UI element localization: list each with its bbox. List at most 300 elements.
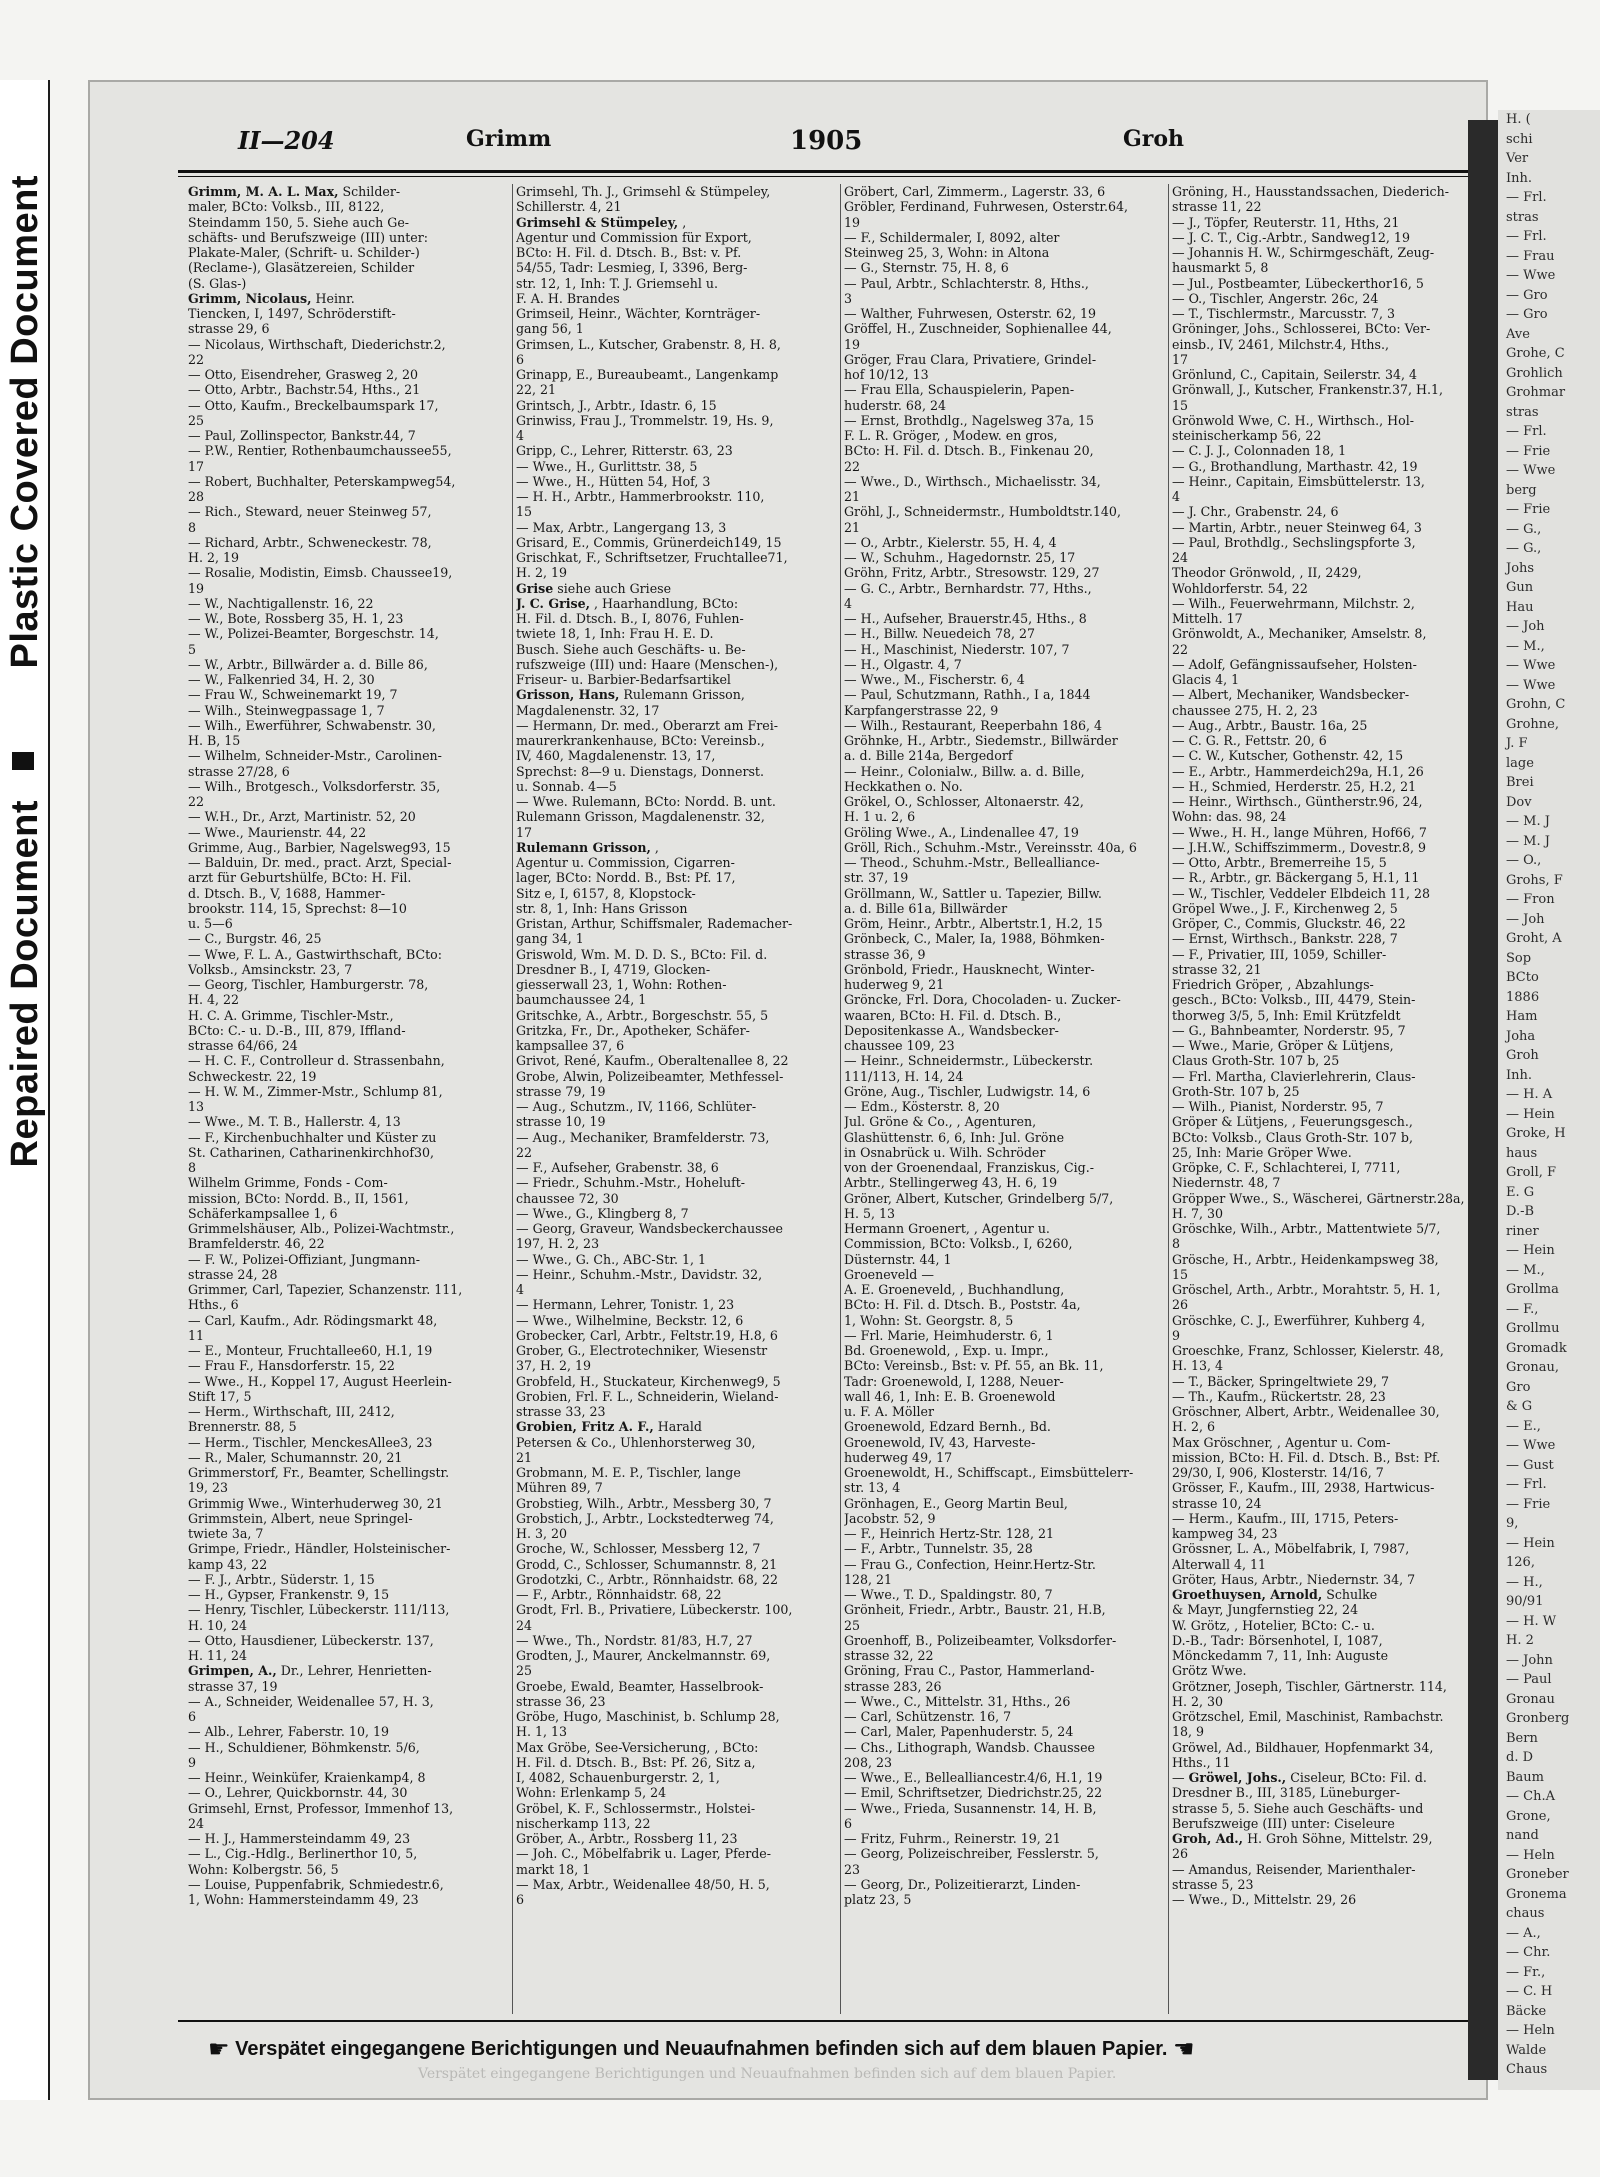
next-page-fragment: Groke, H: [1506, 1126, 1566, 1141]
directory-entry: — C. G. R., Fettstr. 20, 6: [1172, 733, 1327, 748]
directory-entry: — J.H.W., Schiffszimmerm., Dovestr.8, 9: [1172, 839, 1427, 855]
directory-entry: Gröning, Frau C., Pastor, Hammerland-: [844, 1663, 1095, 1679]
next-page-fragment: schi: [1506, 131, 1533, 147]
directory-entry: Gröffel, H., Zuschneider, Sophienallee 44,: [844, 321, 1112, 337]
directory-entry: kamp 43, 22: [188, 1556, 268, 1572]
directory-entry: strasse 79, 19: [516, 1083, 606, 1099]
column-4: [1172, 184, 1492, 2014]
directory-entry: — H., Schuldiener, Böhmkenstr. 5/6,: [188, 1739, 420, 1755]
directory-entry: Magdalenenstr. 32, 17: [516, 702, 660, 718]
directory-entry: 19: [188, 580, 205, 596]
directory-entry: 26: [1172, 1297, 1189, 1313]
directory-entry: kampsallee 37, 6: [516, 1038, 625, 1053]
directory-entry: Karpfangerstrasse 22, 9: [844, 702, 999, 718]
directory-entry: Schäferkampsallee 1, 6: [188, 1205, 338, 1221]
next-page-fragment: Grohn, C: [1506, 697, 1566, 712]
next-page-fragment: & G: [1506, 1399, 1533, 1414]
directory-entry: str. 12, 1, Inh: T. J. Griemsehl u.: [516, 275, 718, 291]
next-page-fragment: — Frie: [1506, 502, 1551, 517]
directory-entry: — Herm., Wirthschaft, III, 2412,: [188, 1404, 395, 1419]
directory-entry: twiete 18, 1, Inh: Frau H. E. D.: [516, 626, 714, 642]
side-label-strip: [0, 80, 50, 2100]
next-page-fragment: — H. A: [1506, 1087, 1553, 1102]
directory-entry: — Wilh., Steinwegpassage 1, 7: [188, 702, 385, 718]
directory-entry: — Robert, Buchhalter, Peterskampweg54,: [188, 473, 456, 489]
directory-entry: — Rosalie, Modistin, Eimsb. Chaussee19,: [188, 565, 453, 581]
directory-entry: Grobien, Fritz A. F., Harald: [516, 1419, 702, 1435]
directory-entry: — Heinr., Weinküfer, Kraienkamp4, 8: [188, 1770, 426, 1785]
directory-entry: Grisson, Hans, Rulemann Grisson,: [516, 687, 745, 703]
directory-entry: mission, BCto: H. Fil. d. Dtsch. B., Bst: Pf.: [1172, 1449, 1441, 1465]
next-page-fragment: — Frl.: [1506, 424, 1547, 439]
directory-entry: — Otto, Arbtr., Bremerreihe 15, 5: [1172, 855, 1387, 870]
next-page-fragment: nand: [1506, 1828, 1539, 1843]
next-page-fragment: Gun: [1506, 580, 1534, 595]
directory-entry: 4: [516, 428, 525, 443]
directory-entry: — Wwe., Marie, Gröper & Lütjens,: [1172, 1038, 1394, 1053]
directory-entry: maurerkrankenhause, BCto: Vereinsb.,: [516, 733, 765, 748]
next-page-fragment: — Wwe: [1506, 1438, 1556, 1453]
directory-entry: H. 2, 30: [1172, 1693, 1224, 1709]
next-page-fragment: haus: [1506, 1145, 1538, 1161]
directory-entry: huderweg 9, 21: [844, 977, 945, 992]
directory-entry: Gröbe, Hugo, Maschinist, b. Schlump 28,: [516, 1709, 780, 1724]
directory-entry: Grobstich, J., Arbtr., Lockstedterweg 74,: [516, 1510, 774, 1526]
directory-entry: — Georg, Graveur, Wandsbeckerchaussee: [516, 1221, 783, 1236]
directory-entry: Gröm, Heinr., Arbtr., Albertstr.1, H.2, 15: [844, 916, 1103, 931]
directory-entry: Gröhn, Fritz, Arbtr., Stresowstr. 129, 27: [844, 565, 1100, 581]
next-page-fragment: Brei: [1506, 775, 1534, 790]
directory-entry: — G., Brothandlung, Marthastr. 42, 19: [1172, 458, 1418, 474]
column-divider: [1168, 184, 1169, 2014]
next-page-fragment: H. 2: [1506, 1633, 1534, 1648]
directory-entry: twiete 3a, 7: [188, 1526, 264, 1541]
directory-entry: Jacobstr. 52, 9: [844, 1510, 936, 1526]
directory-entry: 22: [188, 351, 205, 367]
directory-entry: Grimmig Wwe., Winterhuderweg 30, 21: [188, 1495, 443, 1511]
directory-entry: — Wilh., Brotgesch., Volksdorferstr. 35,: [188, 778, 441, 794]
next-page-fragment: Grohne,: [1506, 716, 1559, 732]
directory-entry: 9: [1172, 1327, 1181, 1343]
directory-entry: Schweckestr. 22, 19: [188, 1068, 317, 1084]
directory-entry: Arbtr., Stellingerweg 43, H. 6, 19: [844, 1175, 1058, 1191]
directory-entry: 19: [844, 336, 861, 352]
directory-entry: Gröschke, C. J., Ewerführer, Kuhberg 4,: [1172, 1312, 1426, 1328]
directory-entry: von der Groenendaal, Franziskus, Cig.-: [844, 1160, 1094, 1175]
directory-entry: — Wwe., Frieda, Susannenstr. 14, H. B,: [844, 1800, 1097, 1816]
next-page-fragment: D.-B: [1506, 1204, 1535, 1219]
next-page-fragment: — Wwe: [1506, 463, 1556, 478]
next-page-fragment: Baum: [1506, 1769, 1545, 1785]
directory-entry: — Carl, Maler, Papenhuderstr. 5, 24: [844, 1724, 1074, 1740]
next-page-fragment: Chaus: [1506, 2062, 1548, 2077]
directory-entry: strasse 5, 5. Siehe auch Geschäfts- und: [1172, 1800, 1424, 1816]
directory-entry: Gröschner, Albert, Arbtr., Weidenallee 30,: [1172, 1404, 1440, 1419]
directory-entry: Grössner, L. A., Möbelfabrik, I, 7987,: [1172, 1541, 1410, 1557]
directory-entry: Grökel, O., Schlosser, Altonaerstr. 42,: [844, 794, 1084, 809]
directory-entry: 197, H. 2, 23: [516, 1236, 600, 1252]
directory-entry: Wohn: Kolbergstr. 56, 5: [188, 1861, 339, 1877]
directory-entry: — Balduin, Dr. med., pract. Arzt, Special-: [188, 855, 452, 870]
directory-entry: 4: [1172, 489, 1181, 504]
next-page-fragment: 1886: [1506, 989, 1540, 1005]
directory-entry: Grober, G., Electrotechniker, Wiesenstr: [516, 1343, 768, 1358]
directory-entry: — W., Polizei-Beamter, Borgeschstr. 14,: [188, 626, 439, 642]
directory-entry: — Henry, Tischler, Lübeckerstr. 111/113,: [188, 1602, 450, 1618]
directory-entry: — C. J. J., Colonnaden 18, 1: [1172, 443, 1347, 459]
directory-entry: — Wwe., D., Mittelstr. 29, 26: [1172, 1892, 1357, 1907]
directory-entry: 8: [1172, 1236, 1181, 1252]
directory-entry: lager, BCto: Nordd. B., Bst: Pf. 17,: [516, 870, 736, 886]
next-page-fragment: Bern: [1506, 1730, 1538, 1746]
next-page-fragment: Gromadk: [1506, 1340, 1567, 1356]
directory-entry: strasse 36, 23: [516, 1693, 606, 1709]
next-page-fragment: Ham: [1506, 1009, 1538, 1024]
directory-entry: — Otto, Kaufm., Breckelbaumspark 17,: [188, 397, 439, 413]
next-page-fragment: — G.,: [1506, 521, 1542, 537]
directory-entry: BCto: Vereinsb., Bst: v. Pf. 55, an Bk. 11,: [844, 1358, 1104, 1374]
directory-entry: — Wilh., Ewerführer, Schwabenstr. 30,: [188, 717, 436, 733]
directory-entry: — H., Aufseher, Brauerstr.45, Hths., 8: [844, 611, 1087, 626]
directory-entry: 6: [188, 1709, 197, 1724]
directory-entry: 24: [1172, 550, 1189, 565]
directory-entry: 25: [516, 1663, 533, 1679]
directory-entry: — Louise, Puppenfabrik, Schmiedestr.6,: [188, 1876, 444, 1892]
directory-entry: Groth-Str. 107 b, 25: [1172, 1083, 1300, 1099]
directory-entry: I, 4082, Schauenburgerstr. 2, 1,: [516, 1770, 720, 1785]
directory-entry: — Gröwel, Johs., Ciseleur, BCto: Fil. d.: [1172, 1770, 1427, 1785]
directory-entry: 25, Inh: Marie Gröper Wwe.: [1172, 1144, 1352, 1160]
directory-entry: Gröninger, Johs., Schlosserei, BCto: Ver-: [1172, 321, 1431, 337]
next-page-fragment: 90/91: [1506, 1594, 1544, 1609]
directory-entry: — H., Olgastr. 4, 7: [844, 656, 962, 672]
directory-entry: Gröll, Rich., Schuhm.-Mstr., Vereinsstr. 40a, 6: [844, 839, 1137, 855]
directory-entry: — Wwe., C., Mittelstr. 31, Hths., 26: [844, 1693, 1071, 1709]
next-page-fragment: — Chr.: [1506, 1945, 1551, 1960]
directory-entry: Mönckedamm 7, 11, Inh: Auguste: [1172, 1648, 1389, 1663]
directory-entry: einsb., IV, 2461, Milchstr.4, Hths.,: [1172, 336, 1389, 352]
directory-entry: Bd. Groenewold, , Exp. u. Impr.,: [844, 1343, 1049, 1358]
directory-entry: — Wwe., Wilhelmine, Beckstr. 12, 6: [516, 1312, 744, 1328]
directory-entry: Brennerstr. 88, 5: [188, 1419, 297, 1435]
directory-entry: Gröling Wwe., A., Lindenallee 47, 19: [844, 824, 1079, 840]
directory-entry: strasse 32, 22: [844, 1648, 934, 1663]
side-label-repaired: Repaired Document: [4, 800, 46, 1168]
next-page-fragment: 126,: [1506, 1555, 1535, 1570]
directory-entry: — O., Tischler, Angerstr. 26c, 24: [1172, 290, 1379, 306]
directory-entry: Groeneveld —: [844, 1266, 934, 1282]
directory-entry: — Georg, Dr., Polizeitierarzt, Linden-: [844, 1876, 1081, 1892]
directory-entry: Mühren 89, 7: [516, 1480, 603, 1496]
directory-entry: — Rich., Steward, neuer Steinweg 57,: [188, 504, 432, 520]
directory-entry: 15: [516, 504, 533, 520]
directory-entry: — Wwe., H., Koppel 17, August Heerlein-: [188, 1373, 452, 1389]
directory-entry: Grobfeld, H., Stuckateur, Kirchenweg9, 5: [516, 1373, 781, 1389]
directory-entry: — Wwe., E., Bellealliancestr.4/6, H.1, 19: [844, 1770, 1103, 1785]
next-page-fragment: — M. J: [1506, 814, 1550, 829]
directory-entry: 15: [1172, 1266, 1189, 1282]
directory-entry: 4: [516, 1282, 525, 1297]
directory-entry: Gröpel Wwe., J. F., Kirchenweg 2, 5: [1172, 900, 1398, 916]
directory-entry: Gripp, C., Lehrer, Ritterstr. 63, 23: [516, 443, 733, 459]
directory-entry: Groethuysen, Arnold, Schulke: [1172, 1587, 1378, 1602]
directory-entry: F. L. R. Gröger, , Modew. en gros,: [844, 428, 1058, 443]
directory-entry: & Mayr, Jungfernstieg 22, 24: [1172, 1602, 1359, 1618]
column-2: [516, 184, 836, 2014]
directory-entry: H. 2, 19: [516, 565, 568, 581]
directory-entry: Wohldorferstr. 54, 22: [1172, 580, 1308, 596]
directory-entry: waaren, BCto: H. Fil. d. Dtsch. B.,: [844, 1007, 1062, 1023]
directory-entry: steinischerkamp 56, 22: [1172, 428, 1322, 443]
directory-entry: 5: [188, 641, 197, 657]
directory-entry: — Wwe., G. Ch., ABC-Str. 1, 1: [516, 1251, 706, 1267]
directory-entry: — F., Schildermaler, I, 8092, alter: [844, 229, 1060, 245]
next-page-fragment: — Frl.: [1506, 229, 1547, 244]
next-page-fragment: — Hein: [1506, 1106, 1555, 1122]
directory-entry: 25: [188, 412, 205, 428]
directory-entry: strasse 37, 19: [188, 1678, 278, 1694]
directory-entry: — A., Schneider, Weidenallee 57, H. 3,: [188, 1693, 434, 1709]
directory-entry: — W., Tischler, Veddeler Elbdeich 11, 28: [1172, 885, 1431, 901]
directory-entry: — Frau Ella, Schauspielerin, Papen-: [844, 382, 1075, 398]
next-page-fragment: Johs: [1506, 560, 1535, 576]
directory-entry: — F., Arbtr., Tunnelstr. 35, 28: [844, 1541, 1033, 1557]
directory-entry: 26: [1172, 1846, 1189, 1862]
directory-entry: — Aug., Mechaniker, Bramfelderstr. 73,: [516, 1129, 770, 1145]
next-page-fragment: Gronau: [1506, 1691, 1555, 1707]
directory-entry: — Wwe., Th., Nordstr. 81/83, H.7, 27: [516, 1632, 753, 1648]
directory-entry: 1, Wohn: St. Georgstr. 8, 5: [844, 1312, 1014, 1328]
directory-entry: Steindamm 150, 5. Siehe auch Ge-: [188, 214, 410, 230]
notice-rule: [178, 2020, 1478, 2022]
next-page-fragment: Gronau,: [1506, 1360, 1560, 1375]
directory-entry: — F., Kirchenbuchhalter und Küster zu: [188, 1129, 437, 1145]
directory-entry: — Wwe., D., Wirthsch., Michaelisstr. 34,: [844, 473, 1101, 489]
next-page-fragment: Groht, A: [1506, 931, 1562, 946]
next-page-fragment: Walde: [1506, 2042, 1547, 2058]
directory-entry: Grobmann, M. E. P., Tischler, lange: [516, 1465, 741, 1480]
directory-entry: 11: [188, 1327, 205, 1343]
side-label-plastic-covered: Plastic Covered Document: [4, 175, 46, 669]
directory-entry: 22: [188, 794, 205, 809]
directory-entry: 24: [188, 1815, 205, 1831]
directory-entry: Rulemann Grisson, Magdalenenstr. 32,: [516, 809, 765, 825]
directory-entry: — H. W. M., Zimmer-Mstr., Schlump 81,: [188, 1083, 443, 1099]
directory-entry: — W., Schuhm., Hagedornstr. 25, 17: [844, 550, 1076, 565]
directory-entry: — F., Aufseher, Grabenstr. 38, 6: [516, 1160, 719, 1175]
directory-entry: H. Fil. d. Dtsch. B., Bst: Pf. 26, Sitz a,: [516, 1754, 756, 1770]
next-page-fragment: stras: [1506, 404, 1539, 420]
directory-entry: strasse 10, 24: [1172, 1495, 1262, 1511]
next-page-fragment: Groneber: [1506, 1867, 1569, 1882]
next-page-fragment: Hau: [1506, 599, 1534, 615]
directory-entry: — Adolf, Gefängnissaufseher, Holsten-: [1172, 656, 1417, 672]
directory-entry: Max Gröschner, , Agentur u. Com-: [1172, 1434, 1391, 1450]
next-page-fragment: — H.,: [1506, 1574, 1543, 1590]
directory-entry: 4: [844, 595, 853, 611]
directory-entry: mission, BCto: Nordd. B., II, 1561,: [188, 1190, 409, 1206]
directory-entry: Wilhelm Grimme, Fonds - Com-: [188, 1175, 388, 1191]
next-page-fragment: — H. W: [1506, 1613, 1557, 1629]
directory-entry: arzt für Geburtshülfe, BCto: H. Fil.: [188, 870, 412, 886]
pointing-hand-icon: ☛: [208, 2036, 230, 2063]
directory-entry: Gröbert, Carl, Zimmerm., Lagerstr. 33, 6: [844, 184, 1106, 199]
directory-entry: — Frau G., Confection, Heinr.Hertz-Str.: [844, 1556, 1096, 1572]
next-page-fragment: — Wwe: [1506, 677, 1556, 693]
directory-entry: a. d. Bille 61a, Billwärder: [844, 900, 1008, 916]
directory-entry: — Wwe., H. H., lange Mühren, Hof66, 7: [1172, 824, 1427, 840]
directory-entry: — Wwe. Rulemann, BCto: Nordd. B. unt.: [516, 794, 776, 809]
directory-entry: chaussee 109, 23: [844, 1038, 955, 1053]
directory-entry: 18, 9: [1172, 1724, 1205, 1740]
directory-entry: thorweg 3/5, 5, Inh: Emil Krützfeldt: [1172, 1007, 1401, 1023]
directory-entry: — Jul., Postbeamter, Lübeckerthor16, 5: [1172, 275, 1424, 291]
directory-entry: — Heinr., Capitain, Eimsbüttelerstr. 13,: [1172, 473, 1425, 489]
next-page-fragment: — Frl.: [1506, 190, 1547, 205]
directory-entry: gang 56, 1: [516, 321, 584, 337]
directory-entry: 22, 21: [516, 382, 557, 398]
directory-entry: Grönheit, Friedr., Arbtr., Baustr. 21, H.B,: [844, 1602, 1106, 1618]
directory-entry: — Richard, Arbtr., Schweneckestr. 78,: [188, 534, 432, 550]
directory-entry: — Frl. Marie, Heimhuderstr. 6, 1: [844, 1327, 1054, 1343]
next-page-fragment: — John: [1506, 1652, 1553, 1668]
directory-entry: — Otto, Hausdiener, Lübeckerstr. 137,: [188, 1632, 434, 1648]
directory-entry: — T., Tischlermstr., Marcusstr. 7, 3: [1172, 306, 1396, 321]
directory-entry: str. 13, 4: [844, 1480, 901, 1496]
directory-entry: — Aug., Schutzm., IV, 1166, Schlüter-: [516, 1099, 757, 1114]
directory-entry: H. 5, 13: [844, 1205, 896, 1221]
directory-entry: Gröber, A., Arbtr., Rossberg 11, 23: [516, 1831, 738, 1846]
directory-entry: — Walther, Fuhrwesen, Osterstr. 62, 19: [844, 306, 1097, 321]
directory-entry: gesch., BCto: Volksb., III, 4479, Stein-: [1172, 992, 1416, 1008]
directory-entry: Grötzschel, Emil, Maschinist, Rambachstr.: [1172, 1709, 1444, 1724]
directory-entry: 17: [516, 824, 533, 840]
directory-entry: Grintsch, J., Arbtr., Idastr. 6, 15: [516, 397, 717, 413]
directory-entry: strasse 29, 6: [188, 321, 270, 337]
directory-entry: 21: [844, 519, 861, 535]
directory-entry: u. F. A. Möller: [844, 1404, 935, 1419]
directory-entry: chaussee 275, H. 2, 23: [1172, 702, 1318, 718]
directory-entry: Berufszweige (III) unter: Ciseleure: [1172, 1815, 1395, 1831]
directory-entry: Grivot, René, Kaufm., Oberaltenallee 8, 22: [516, 1053, 789, 1069]
directory-entry: — H. C. F., Controlleur d. Strassenbahn,: [188, 1053, 445, 1069]
page-gutter-shadow: [1468, 120, 1498, 2080]
directory-entry: — G. C., Arbtr., Bernhardstr. 77, Hths.,: [844, 580, 1092, 596]
directory-entry: Grodten, J., Maurer, Anckelmannstr. 69,: [516, 1648, 771, 1663]
directory-entry: Grobecker, Carl, Arbtr., Feltstr.19, H.8, 6: [516, 1327, 778, 1343]
directory-entry: Gröger, Frau Clara, Privatiere, Grindel-: [844, 351, 1097, 367]
directory-entry: — Ernst, Wirthsch., Bankstr. 228, 7: [1172, 931, 1398, 947]
directory-entry: — W., Nachtigallenstr. 16, 22: [188, 595, 374, 611]
directory-entry: H. B, 15: [188, 733, 241, 748]
directory-entry: Gröllmann, W., Sattler u. Tapezier, Billw.: [844, 885, 1102, 901]
next-page-fragment: — M.,: [1506, 1262, 1545, 1278]
directory-entry: Grönbeck, C., Maler, Ia, 1988, Böhmken-: [844, 931, 1105, 947]
next-page-fragment: Dov: [1506, 794, 1532, 810]
directory-entry: Groenewold, IV, 43, Harveste-: [844, 1434, 1036, 1450]
directory-entry: Hermann Groenert, , Agentur u.: [844, 1221, 1050, 1236]
directory-entry: H. 1 u. 2, 6: [844, 809, 916, 825]
next-page-fragment: — Joh: [1506, 911, 1545, 927]
directory-entry: 25: [844, 1617, 861, 1633]
next-page-fragment: — Gro: [1506, 307, 1548, 322]
directory-entry: Sprechst: 8—9 u. Dienstags, Donnerst.: [516, 763, 764, 779]
directory-entry: BCto: C.- u. D.-B., III, 879, Iffland-: [188, 1022, 406, 1038]
directory-entry: — Amandus, Reisender, Marienthaler-: [1172, 1861, 1416, 1877]
directory-entry: strasse 27/28, 6: [188, 763, 290, 779]
directory-entry: strasse 283, 26: [844, 1678, 942, 1694]
directory-entry: Groenhoff, B., Polizeibeamter, Volksdorfer-: [844, 1632, 1117, 1648]
directory-entry: Grise siehe auch Griese: [516, 580, 672, 596]
directory-entry: H. C. A. Grimme, Tischler-Mstr.,: [188, 1007, 394, 1023]
directory-entry: — Herm., Tischler, MenckesAllee3, 23: [188, 1434, 433, 1450]
next-page-edge: [1498, 110, 1600, 2090]
directory-entry: Grösche, H., Arbtr., Heidenkampsweg 38,: [1172, 1251, 1439, 1267]
next-page-fragment: Groll, F: [1506, 1165, 1557, 1180]
directory-entry: Gröhl, J., Schneidermstr., Humboldtstr.140,: [844, 504, 1121, 520]
page-header: [148, 120, 1468, 164]
directory-entry: baumchaussee 24, 1: [516, 992, 647, 1008]
directory-entry: Groenewoldt, H., Schiffscapt., Eimsbüttelerr-: [844, 1465, 1134, 1480]
directory-entry: Alterwall 4, 11: [1172, 1556, 1267, 1572]
header-first-entry: Grimm: [466, 126, 552, 152]
pointing-hand-icon: ☚: [1173, 2036, 1195, 2063]
next-page-fragment: — Hein: [1506, 1243, 1555, 1258]
directory-entry: Steinweg 25, 3, Wohn: in Altona: [844, 245, 1050, 260]
directory-entry: Gritschke, A., Arbtr., Borgeschstr. 55, 5: [516, 1007, 769, 1023]
directory-entry: H. Fil. d. Dtsch. B., I, 8076, Fuhlen-: [516, 611, 744, 626]
footer-notice-text: Verspätet eingegangene Berichtigungen und Neuaufnahmen befinden sich auf dem blauen Papier.: [235, 2038, 1168, 2060]
directory-entry: Sitz e, I, 6157, 8, Klopstock-: [516, 885, 696, 901]
directory-entry: Groh, Ad., H. Groh Söhne, Mittelstr. 29,: [1172, 1831, 1433, 1846]
directory-entry: kampweg 34, 23: [1172, 1526, 1278, 1541]
directory-entry: maler, BCto: Volksb., III, 8122,: [188, 199, 385, 215]
directory-entry: Glacis 4, 1: [1172, 672, 1240, 687]
directory-entry: Grimm, Nicolaus, Heinr.: [188, 290, 355, 306]
directory-entry: Düsternstr. 44, 1: [844, 1251, 952, 1267]
directory-entry: 21: [844, 489, 861, 504]
directory-entry: Bramfelderstr. 46, 22: [188, 1236, 325, 1252]
directory-entry: 111/113, H. 14, 24: [844, 1068, 964, 1084]
directory-entry: — Wilh., Restaurant, Reeperbahn 186, 4: [844, 717, 1103, 733]
directory-entry: St. Catharinen, Catharinenkirchhof30,: [188, 1144, 435, 1160]
directory-entry: — Wwe., Maurienstr. 44, 22: [188, 824, 367, 840]
directory-entry: brookstr. 114, 15, Sprechst: 8—10: [188, 900, 407, 916]
next-page-fragment: — Wwe: [1506, 268, 1556, 283]
next-page-fragment: — Heln: [1506, 2023, 1555, 2038]
directory-entry: platz 23, 5: [844, 1892, 912, 1907]
header-rule-thin: [178, 176, 1478, 177]
directory-entry: H. 1, 13: [516, 1724, 568, 1740]
directory-entry: Hths., 6: [188, 1297, 239, 1313]
directory-entry: Wohn: das. 98, 24: [1172, 809, 1287, 825]
directory-entry: — Alb., Lehrer, Faberstr. 10, 19: [188, 1724, 389, 1740]
directory-entry: Heckkathen o. No.: [844, 778, 963, 794]
next-page-fragment: — Wwe: [1506, 658, 1556, 673]
directory-entry: — Wwe., H., Gurlittstr. 38, 5: [516, 458, 698, 474]
directory-entry: Grobe, Alwin, Polizeibeamter, Methfessel-: [516, 1068, 784, 1084]
directory-entry: str. 37, 19: [844, 870, 909, 886]
directory-entry: 23: [844, 1861, 861, 1877]
next-page-fragment: — Paul: [1506, 1672, 1552, 1687]
directory-entry: Grobien, Frl. F. L., Schneiderin, Wieland-: [516, 1388, 779, 1404]
directory-entry: Grönwall, J., Kutscher, Frankenstr.37, H.1,: [1172, 382, 1443, 398]
directory-entry: Gröter, Haus, Arbtr., Niedernstr. 34, 7: [1172, 1571, 1416, 1587]
page-number: II—204: [238, 126, 335, 155]
directory-entry: Griswold, Wm. M. D. D. S., BCto: Fil. d.: [516, 946, 768, 962]
directory-entry: 28: [188, 489, 205, 504]
directory-entry: — H., Billw. Neuedeich 78, 27: [844, 626, 1036, 642]
